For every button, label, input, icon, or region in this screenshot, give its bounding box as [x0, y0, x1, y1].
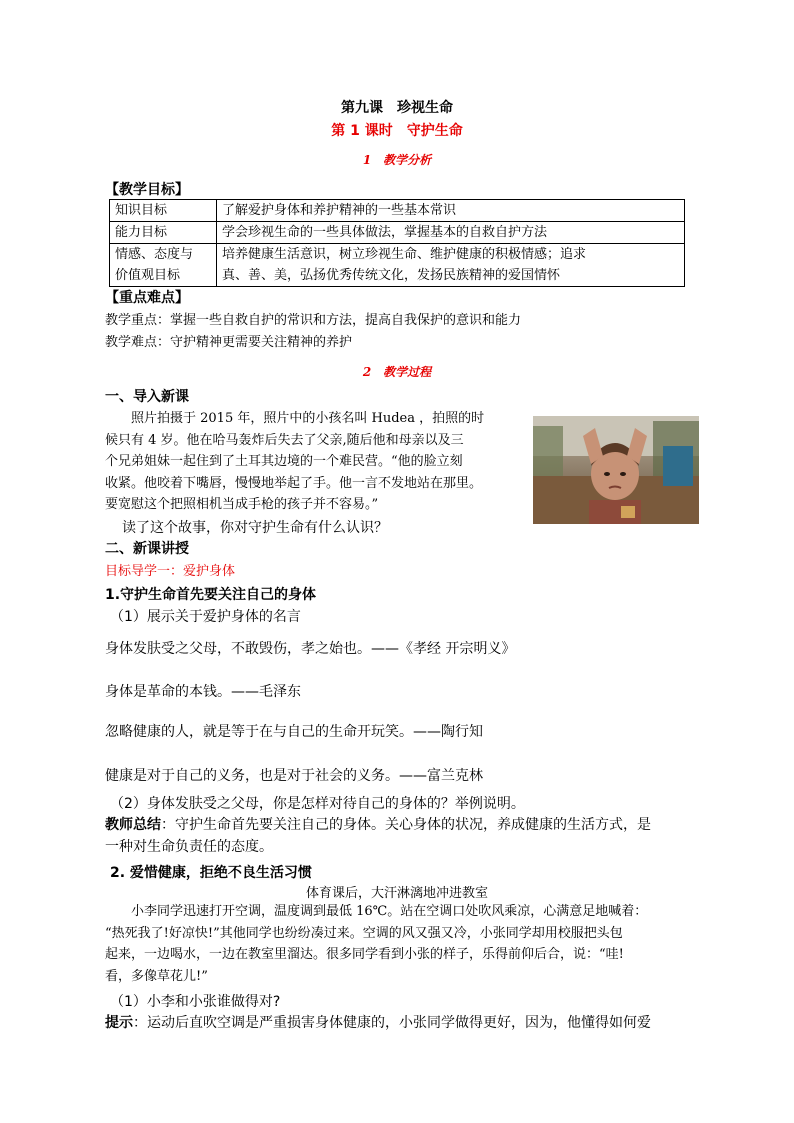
story-line: 候只有 4 岁。他在哈马轰炸后失去了父亲,随后他和母亲以及三	[105, 432, 464, 448]
goals-heading: 【教学目标】	[105, 182, 189, 198]
goal-content-line: 真、善、美，弘扬优秀传统文化，发扬民族精神的爱国情怀	[222, 268, 561, 283]
hint	[105, 1012, 651, 1032]
table-row	[110, 244, 685, 287]
story-line: 收紧。他咬着下嘴唇，慢慢地举起了手。他一言不发地站在那里。	[105, 475, 483, 491]
story-line: “热死我了!好凉快!”其他同学也纷纷凑过来。空调的风又强又冷，小张同学却用校服把头包	[105, 925, 623, 941]
section-label-analysis: 1 教学分析	[362, 153, 432, 167]
story-line: 要宽慰这个把照相机当成手枪的孩子并不容易。”	[105, 497, 379, 512]
point-1: 1.守护生命首先要关注自己的身体	[105, 587, 317, 603]
goal-content	[217, 244, 685, 287]
goal-label: 知识目标	[110, 200, 217, 222]
story-line: 看，多像草花儿!”	[105, 968, 208, 984]
teacher-summary	[105, 814, 651, 834]
keypoints-heading: 【重点难点】	[105, 290, 189, 306]
quote: 身体发肤受之父母，不敢毁伤，孝之始也。——《孝经 开宗明义》	[105, 641, 516, 657]
child-photo	[533, 416, 699, 524]
section-label-process: 2 教学过程	[362, 365, 432, 379]
intro-story	[105, 408, 525, 516]
child-photo-illustration	[533, 416, 699, 524]
key-point: 教学重点：掌握一些自救自护的常识和方法，提高自我保护的意识和能力	[105, 313, 522, 328]
goal-label-line: 情感、态度与	[115, 247, 194, 262]
goal-label: 能力目标	[110, 222, 217, 244]
sub-1: （1）展示关于爱护身体的名言	[110, 609, 301, 625]
summary-text: ：守护生命首先要关注自己的身体。关心身体的状况，养成健康的生活方式，是	[161, 817, 651, 833]
lesson-subtitle: 第 1 课时 守护生命	[331, 123, 463, 139]
table-row	[110, 200, 685, 222]
summary-text-2: 一种对生命负责任的态度。	[105, 839, 273, 855]
story-line: 起来，一边喝水，一边在教室里溜达。很多同学看到小张的样子，乐得前仰后合，说：“哇!	[105, 947, 624, 962]
intro-question: 读了这个故事，你对守护生命有什么认识？	[122, 520, 388, 536]
newlesson-heading: 二、新课讲授	[105, 541, 189, 557]
goal-content: 了解爱护身体和养护精神的一些基本常识	[217, 200, 685, 222]
table-row	[110, 222, 685, 244]
goal-guide-topic: 爱护身体	[183, 564, 236, 579]
goal-guide	[105, 560, 235, 579]
goal-label-line: 价值观目标	[115, 268, 181, 283]
lesson-title: 第九课 珍视生命	[341, 100, 453, 116]
summary-label: 教师总结	[105, 817, 161, 833]
hint-label: 提示	[105, 1015, 133, 1031]
difficult-point: 教学难点：守护精神更需要关注精神的养护	[105, 335, 353, 350]
hint-text: ：运动后直吹空调是严重损害身体健康的，小张同学做得更好，因为，他懂得如何爱	[133, 1015, 651, 1031]
goal-guide-prefix: 目标导学一：	[105, 564, 184, 579]
goal-content-line: 培养健康生活意识，树立珍视生命、维护健康的积极情感；追求	[222, 247, 587, 262]
quote: 健康是对于自己的义务，也是对于社会的义务。——富兰克林	[105, 768, 483, 784]
story-line: 个兄弟姐妹一起住到了土耳其边境的一个难民营。“他的脸立刻	[105, 454, 463, 469]
goals-table	[109, 199, 685, 287]
goal-content: 学会珍视生命的一些具体做法，掌握基本的自救自护方法	[217, 222, 685, 244]
story-paragraph	[105, 901, 695, 987]
story-title: 体育课后，大汗淋漓地冲进教室	[305, 886, 488, 901]
story-line: 小李同学迅速打开空调，温度调到最低 16℃。站在空调口处吹风乘凉，心满意足地喊着：	[131, 904, 648, 919]
intro-heading: 一、导入新课	[105, 389, 189, 405]
sub-2: （2）身体发肤受之父母，你是怎样对待自己的身体的？举例说明。	[110, 796, 525, 812]
story-question: （1）小李和小张谁做得对?	[110, 994, 281, 1010]
point-2: 2. 爱惜健康，拒绝不良生活习惯	[110, 865, 312, 881]
quote: 身体是革命的本钱。——毛泽东	[105, 684, 301, 700]
story-line: 照片拍摄于 2015 年，照片中的小孩名叫 Hudea ，拍照的时	[131, 411, 485, 426]
quote: 忽略健康的人，就是等于在与自己的生命开玩笑。——陶行知	[105, 724, 483, 740]
goal-label	[110, 244, 217, 287]
